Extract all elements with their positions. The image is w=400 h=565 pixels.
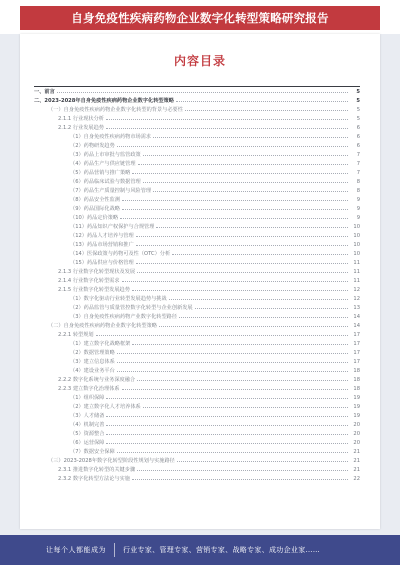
toc-entry[interactable]: [34, 330, 360, 339]
toc-entry[interactable]: [34, 339, 360, 348]
toc-entry-label: （8）药品安全性监测: [70, 197, 120, 203]
toc-entry[interactable]: [34, 303, 360, 312]
toc-leader-dots: [117, 146, 348, 147]
toc-entry-page: 21: [353, 448, 360, 455]
toc-entry-label: （9）药品国际化战略: [70, 206, 120, 212]
toc-entry-page: 5: [356, 115, 360, 122]
toc-entry-page: 6: [356, 133, 360, 140]
toc-leader-dots: [136, 263, 348, 264]
footer-slogan: 让每个人都能成为: [46, 546, 106, 554]
toc-entry-page: 10: [353, 232, 360, 239]
toc-entry-label: 2.2.2 数字化系统与业务深度融合: [58, 377, 136, 383]
toc-leader-dots: [120, 218, 348, 219]
toc-leader-dots: [153, 191, 348, 192]
toc-entry-page: 13: [353, 304, 360, 311]
toc-entry[interactable]: [34, 348, 360, 357]
toc-leader-dots: [136, 236, 348, 237]
toc-entry-label: 2.3.1 推进数字化转型的关键步骤: [58, 467, 136, 473]
toc-entry-label: 2.1.3 行业数字化转型现状及发展: [58, 269, 136, 275]
toc-entry[interactable]: [34, 177, 360, 186]
toc-entry[interactable]: [34, 231, 360, 240]
toc-entry-page: 18: [353, 385, 360, 392]
toc-leader-dots: [143, 155, 348, 156]
toc-entry-label: （二）自身免疫性疾病药物企业数字化转型策略: [48, 323, 157, 329]
toc-entry[interactable]: [34, 267, 360, 276]
toc-entry[interactable]: [34, 285, 360, 294]
toc-leader-dots: [122, 281, 348, 282]
toc-entry[interactable]: [34, 357, 360, 366]
toc-entry-label: （13）药品市场营销和推广: [70, 242, 134, 248]
toc-entry-page: 5: [356, 106, 360, 113]
toc-leader-dots: [106, 416, 348, 417]
toc-entry-label: （14）医保政策与药物可及性（OTC）分析: [70, 251, 171, 257]
toc-entry-page: 12: [353, 286, 360, 293]
toc-entry-label: 2.1.2 行业发展趋势: [58, 125, 104, 131]
toc-leader-dots: [132, 344, 348, 345]
toc-entry-page: 10: [353, 241, 360, 248]
toc-entry-label: （3）自身免疫性疾病药物产业数字化转型路径: [70, 314, 178, 320]
toc-entry[interactable]: [34, 411, 360, 420]
toc-entry[interactable]: [34, 393, 360, 402]
footer-tagline: 行业专家、管理专家、营销专家、战略专家、成功企业家……: [123, 546, 321, 554]
top-band: [0, 0, 400, 34]
toc-leader-dots: [106, 128, 348, 129]
toc-entry-label: （4）建设业务平台: [70, 368, 115, 374]
toc-leader-dots: [132, 479, 348, 480]
toc-entry-label: （5）资源整合: [70, 431, 105, 437]
toc-leader-dots: [57, 92, 348, 93]
toc-entry-page: 10: [353, 223, 360, 230]
footer-banner: [0, 535, 400, 565]
toc-entry[interactable]: [34, 141, 360, 150]
toc-leader-dots: [156, 227, 348, 228]
toc-entry-page: 21: [353, 457, 360, 464]
toc-list: [34, 86, 360, 483]
toc-entry[interactable]: [34, 249, 360, 258]
toc-entry-page: 9: [356, 214, 360, 221]
toc-entry-label: （11）药品知识产权保护与合规管理: [70, 224, 155, 230]
toc-leader-dots: [159, 326, 348, 327]
toc-leader-dots: [106, 398, 348, 399]
toc-entry-label: （6）药品临床试验与数据管理: [70, 179, 141, 185]
toc-entry[interactable]: [34, 240, 360, 249]
toc-entry[interactable]: [34, 366, 360, 375]
toc-leader-dots: [137, 272, 348, 273]
toc-entry[interactable]: [34, 204, 360, 213]
toc-entry-label: （1）自身免疫性疾病药物市场需求: [70, 134, 152, 140]
toc-leader-dots: [132, 290, 348, 291]
toc-entry[interactable]: [34, 384, 360, 393]
toc-leader-dots: [117, 452, 348, 453]
toc-entry-label: 2.2.1 转型规划: [58, 332, 94, 338]
toc-entry-page: 5: [356, 97, 360, 104]
toc-entry[interactable]: [34, 375, 360, 384]
toc-entry-page: 17: [353, 340, 360, 347]
footer-divider: [114, 543, 115, 557]
toc-entry-page: 10: [353, 250, 360, 257]
toc-entry-label: （3）建立信息体系: [70, 359, 115, 365]
toc-entry-page: 8: [356, 187, 360, 194]
toc-leader-dots: [122, 389, 348, 390]
toc-entry-label: （三）2023-2028年数字化转型阶段性规划与实施路径: [48, 458, 175, 464]
toc-entry-page: 11: [353, 268, 360, 275]
toc-entry-label: （15）药品供应与价格管理: [70, 260, 134, 266]
toc-entry-label: （4）机制完善: [70, 422, 105, 428]
toc-leader-dots: [177, 461, 348, 462]
toc-entry-page: 17: [353, 358, 360, 365]
toc-entry[interactable]: [34, 429, 360, 438]
toc-entry-label: （2）数据管理策略: [70, 350, 115, 356]
toc-entry[interactable]: [34, 150, 360, 159]
toc-entry-page: 22: [353, 475, 360, 482]
toc-entry[interactable]: [34, 447, 360, 456]
toc-entry-label: （1）数字化驱动行业转型发展趋势与挑战: [70, 296, 167, 302]
toc-entry[interactable]: [34, 321, 360, 330]
toc-leader-dots: [106, 443, 348, 444]
toc-entry[interactable]: [34, 402, 360, 411]
toc-entry-label: （1）组织保障: [70, 395, 105, 401]
toc-leader-dots: [117, 353, 348, 354]
toc-entry-page: 9: [356, 196, 360, 203]
toc-leader-dots: [132, 173, 348, 174]
toc-entry-label: （5）药品营销与推广策略: [70, 170, 131, 176]
toc-entry-label: （2）药品监管与质量管控数字化转型与企业创新发展: [70, 305, 193, 311]
toc-leader-dots: [172, 254, 348, 255]
toc-leader-dots: [185, 110, 348, 111]
toc-entry-page: 18: [353, 367, 360, 374]
toc-entry-page: 20: [353, 439, 360, 446]
toc-entry-page: 12: [353, 295, 360, 302]
toc-entry-page: 21: [353, 466, 360, 473]
toc-entry-page: 9: [356, 205, 360, 212]
toc-entry-label: （2）药物研发趋势: [70, 143, 115, 149]
toc-entry-page: 6: [356, 142, 360, 149]
toc-leader-dots: [143, 407, 348, 408]
toc-entry-page: 17: [353, 349, 360, 356]
toc-leader-dots: [122, 209, 348, 210]
toc-entry[interactable]: [34, 195, 360, 204]
toc-leader-dots: [117, 362, 348, 363]
toc-entry-page: 11: [353, 259, 360, 266]
toc-entry-page: 14: [353, 313, 360, 320]
toc-leader-dots: [136, 245, 348, 246]
report-title-banner: [20, 6, 380, 30]
toc-leader-dots: [137, 470, 348, 471]
toc-entry[interactable]: [34, 86, 360, 96]
toc-leader-dots: [117, 371, 348, 372]
toc-entry-page: 14: [353, 322, 360, 329]
toc-entry-page: 7: [356, 160, 360, 167]
toc-entry-page: 19: [353, 412, 360, 419]
toc-leader-dots: [106, 119, 348, 120]
toc-leader-dots: [122, 200, 348, 201]
toc-entry-label: 2.1.5 行业数字化转型发展趋势: [58, 287, 130, 293]
toc-leader-dots: [195, 308, 348, 309]
toc-leader-dots: [106, 434, 348, 435]
toc-entry-page: 11: [353, 277, 360, 284]
toc-entry[interactable]: [34, 456, 360, 465]
toc-entry-label: （7）药品生产质量控制与风险管理: [70, 188, 152, 194]
toc-entry[interactable]: [34, 132, 360, 141]
toc-leader-dots: [96, 335, 348, 336]
toc-entry[interactable]: [34, 312, 360, 321]
toc-entry-label: 2.3.2 数字化转型方法论与实施: [58, 476, 130, 482]
toc-entry-page: 20: [353, 421, 360, 428]
toc-entry[interactable]: [34, 294, 360, 303]
toc-entry-page: 20: [353, 430, 360, 437]
toc-entry[interactable]: [34, 420, 360, 429]
toc-entry-page: 17: [353, 331, 360, 338]
toc-entry[interactable]: [34, 276, 360, 285]
toc-entry[interactable]: [34, 105, 360, 114]
toc-entry-label: （4）药品生产与供应链管理: [70, 161, 136, 167]
toc-entry[interactable]: [34, 474, 360, 483]
toc-entry-label: （2）建立数字化人才培养体系: [70, 404, 141, 410]
toc-entry-label: 2.2.3 建立数字化治理体系: [58, 386, 120, 392]
toc-entry-label: （6）运营保障: [70, 440, 105, 446]
toc-entry[interactable]: [34, 159, 360, 168]
toc-leader-dots: [138, 164, 348, 165]
toc-leader-dots: [169, 299, 348, 300]
toc-entry-page: 19: [353, 394, 360, 401]
toc-leader-dots: [179, 317, 348, 318]
toc-entry[interactable]: [34, 123, 360, 132]
toc-leader-dots: [176, 101, 348, 102]
toc-entry[interactable]: [34, 465, 360, 474]
toc-entry-page: 5: [356, 88, 360, 95]
toc-entry-page: 7: [356, 169, 360, 176]
toc-leader-dots: [143, 182, 348, 183]
toc-entry-label: （12）药品人才培养与管理: [70, 233, 134, 239]
toc-entry-label: 二、2023-2028年自身免疫性疾病药物企业数字化转型策略: [34, 98, 174, 104]
toc-entry[interactable]: [34, 96, 360, 105]
toc-entry-label: （10）药品定价策略: [70, 215, 119, 221]
toc-entry-page: 7: [356, 151, 360, 158]
toc-entry-page: 6: [356, 124, 360, 131]
toc-leader-dots: [137, 380, 348, 381]
toc-heading: 内容目录: [173, 54, 226, 68]
toc-entry[interactable]: [34, 114, 360, 123]
toc-entry-page: 8: [356, 178, 360, 185]
toc-entry[interactable]: [34, 186, 360, 195]
toc-leader-dots: [153, 137, 348, 138]
toc-entry-page: 18: [353, 376, 360, 383]
toc-entry[interactable]: [34, 213, 360, 222]
toc-entry-label: （1）建立数字化战略框架: [70, 341, 131, 347]
report-title: 自身免疫性疾病药物企业数字化转型策略研究报告: [71, 11, 329, 25]
toc-leader-dots: [106, 425, 348, 426]
toc-entry-label: （一）自身免疫性疾病药物企业数字化转型的背景与必要性: [48, 107, 183, 113]
toc-entry-page: 19: [353, 403, 360, 410]
toc-entry[interactable]: [34, 438, 360, 447]
toc-entry[interactable]: [34, 168, 360, 177]
toc-entry[interactable]: [34, 258, 360, 267]
toc-entry-label: 2.1.1 行业现状分析: [58, 116, 104, 122]
toc-entry-label: 一、前言: [34, 89, 55, 95]
toc-entry-label: （7）数据安全保障: [70, 449, 115, 455]
toc-entry-label: （3）人才储备: [70, 413, 105, 419]
toc-entry-label: （3）药品上市审批与监管政策: [70, 152, 141, 158]
toc-entry-label: 2.1.4 行业数字化转型需求: [58, 278, 120, 284]
document-page: [20, 34, 380, 529]
toc-entry[interactable]: [34, 222, 360, 231]
